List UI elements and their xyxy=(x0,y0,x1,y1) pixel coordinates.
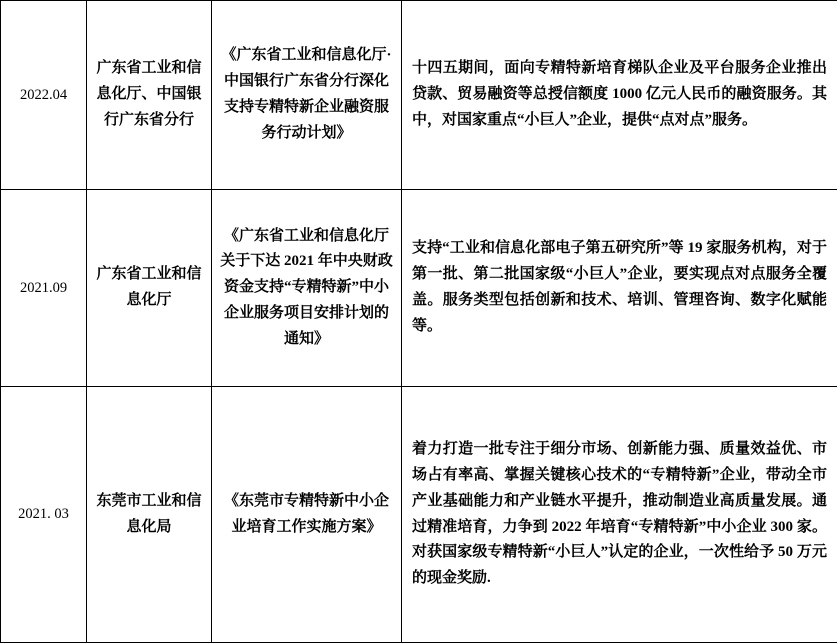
cell-policy: 《广东省工业和信息化厅·中国银行广东省分行深化支持专精特新企业融资服务行动计划》 xyxy=(212,1,402,190)
cell-date: 2022.04 xyxy=(1,1,87,190)
cell-date: 2021. 03 xyxy=(1,387,87,643)
cell-organization: 东莞市工业和信息化局 xyxy=(87,387,212,643)
table-row xyxy=(1,190,837,387)
table-row xyxy=(1,1,837,190)
table-row xyxy=(1,387,837,643)
cell-policy: 《东莞市专精特新中小企业培育工作实施方案》 xyxy=(212,387,402,643)
cell-description: 十四五期间，面向专精特新培育梯队企业及平台服务企业推出贷款、贸易融资等总授信额度 1000 亿元人民币的融资服务。其中，对国家重点“小巨人”企业，提供“点对点”服务。 xyxy=(402,1,837,190)
cell-organization: 广东省工业和信息化厅 xyxy=(87,190,212,387)
cell-policy: 《广东省工业和信息化厅关于下达 2021 年中央财政资金支持“专精特新”中小企业服务项目安排计划的通知》 xyxy=(212,190,402,387)
cell-organization: 广东省工业和信息化厅、中国银行广东省分行 xyxy=(87,1,212,190)
cell-date: 2021.09 xyxy=(1,190,87,387)
cell-description: 着力打造一批专注于细分市场、创新能力强、质量效益优、市场占有率高、掌握关键核心技术的“专精特新”企业，带动全市产业基础能力和产业链水平提升，推动制造业高质量发展。通过精准培育，力争到 2022 年培育“专精特新”中小企业 300 家。对获国家级专精特新“小巨人”认定的企业，一次性给予 50 万元的现金奖励. xyxy=(402,387,837,643)
cell-description: 支持“工业和信息化部电子第五研究所”等 19 家服务机构，对于第一批、第二批国家级“小巨人”企业，要实现点对点服务全覆盖。服务类型包括创新和技术、培训、管理咨询、数字化赋能等。 xyxy=(402,190,837,387)
